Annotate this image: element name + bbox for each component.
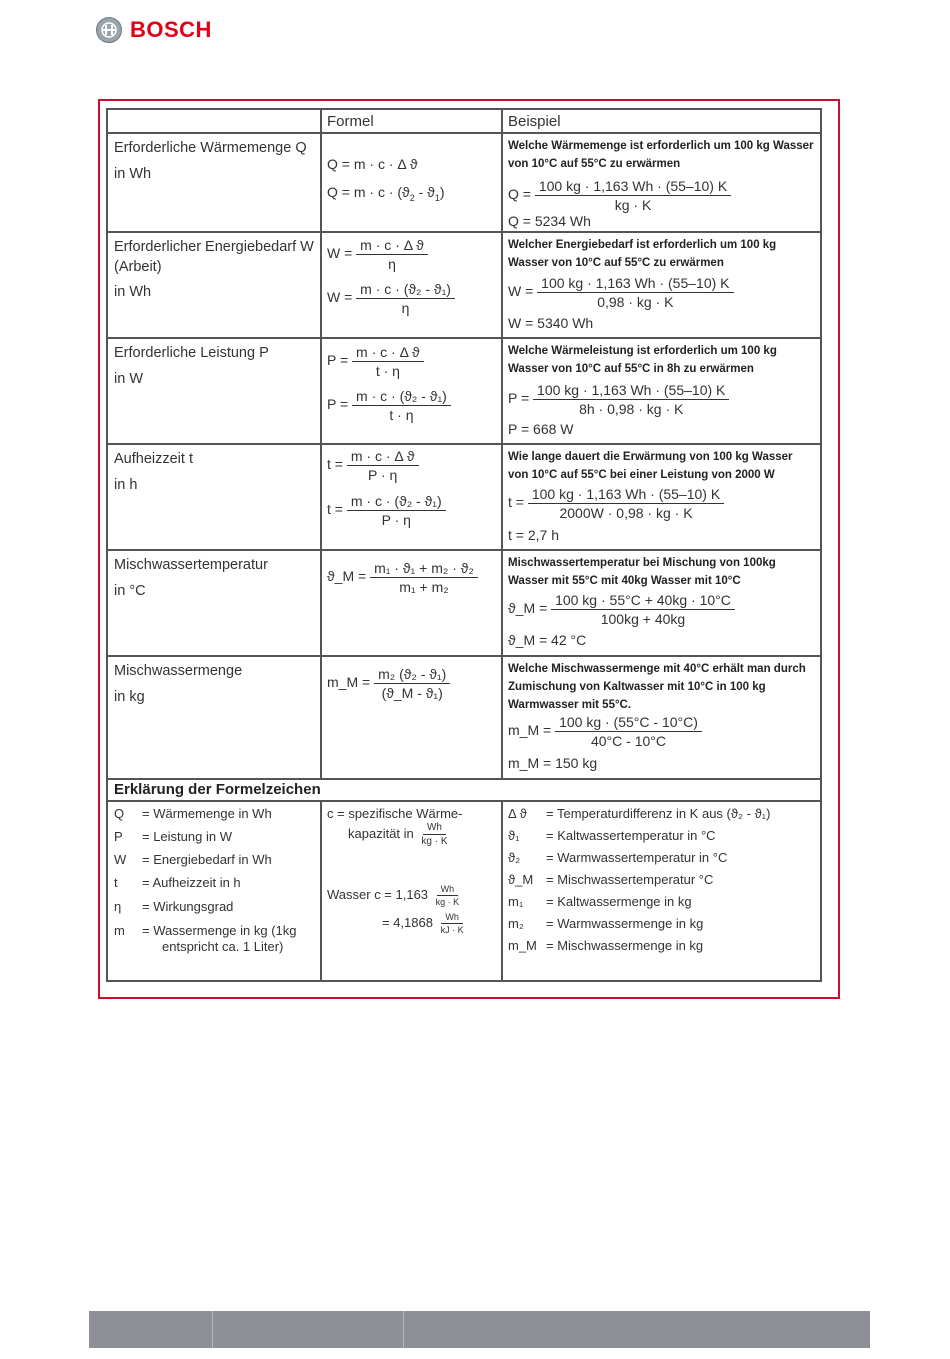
example-formula-1: Q = $\frac{100 kg \cdot 1,163 Wh \cdot (55-10) K}{kg \cdot K}$ (508, 178, 731, 213)
formula-q2: $Q = m \cdot c \cdot (ϑ_2 - ϑ_1)$ (327, 184, 445, 203)
example-result-2: W = 5340 Wh (508, 315, 594, 331)
legend-title: Erklärung der Formelzeichen (114, 781, 321, 798)
bosch-logo (96, 16, 212, 44)
formula-theta-m: ϑ_M = $\frac{\text{m₁ · ϑ₁ + m₂ · ϑ₂}}{\text{m₁ + m₂}}$ (327, 560, 478, 595)
example-formula-6: m_M = $\frac{100 kg \cdot (55^\circ C - 10^\circ C)}{40^\circ C - 10^\circ C}$ (508, 714, 702, 749)
legend-right-desc: = Kaltwassertemperatur in °C (546, 828, 716, 843)
example-text-6: Welche Mischwassermenge mit 40°C erhält man durch Zumischung von Kaltwasser mit 10°C in 100 kg Warmwasser mit 55°C. (508, 663, 806, 711)
formula-table: Formel Beispiel Erforderliche Wärmemenge Q in Wh Q = m · c · Δ ϑ $Q = m \cdot c \cdot (ϑ_2 - ϑ_1)$ Welche Wärmemenge ist erforderlich um 100 kg Wasser von 10°C auf 55°C zu erwärmen Q = $\frac{100 kg \cdot 1,163 Wh \cdot (55-10) K}{kg \cdot K}$ Q = 5234 Wh Erforderlicher Energiebedarf W (Arbeit) in Wh W = $\frac{\text{m · c · Δ ϑ}}{\eta}$ W = $\frac{\text{m · c · (ϑ₂ - ϑ₁)}}{\eta}$ Welcher Energiebedarf ist erforderlich um 100 kg Wasser von 10°C auf 55°C zu erwärmen W = $\frac{100 kg \cdot 1,163 Wh \cdot (55-10) K}{0,98 \cdot kg \cdot K}$ W = 5340 Wh Erforderliche Leistung P in W P = $\frac{\text{m · c · Δ ϑ}}{t \cdot \eta}$ P = $\frac{\text{m · c · (ϑ₂ - ϑ₁)}}{t \cdot \eta}$ Welche Wärmeleistung ist erforderlich um 100 kg Wasser von 10°C auf 55°C in 8h zu erwärmen P = $\frac{100 kg \cdot 1,163 Wh \cdot (55-10) K}{8h \cdot 0,98 \cdot kg \cdot K}$ P = 668 W Aufheizzeit t in h t = $\frac{\text{m · c · Δ ϑ}}{P \cdot \eta}$ t = $\frac{\text{m · c · (ϑ₂ - ϑ₁)}}{P \cdot \eta}$ Wie lange dauert die Erwärmung von 100 kg Wasser von 10°C auf 55°C bei einer Leistung von 2000 W t = $\frac{100 kg \cdot 1,163 Wh \cdot (55-10) K}{2000W \cdot 0,98 \cdot kg \cdot K}$ t = 2,7 h Mischwassertemperatur in °C ϑ_M = $\frac{\text{m₁ · ϑ₁ + m₂ · ϑ₂}}{\text{m₁ + m₂}}$ Mischwassertemperatur bei Mischung von 100kg Wasser mit 55°C mit 40kg Wasser mit 10°C ϑ_M = $\frac{100 kg \cdot 55^\circ C + 40kg \cdot 10^\circ C}{100kg + 40kg}$ ϑ_M = 42 °C Mischwassermenge in kg m_M = $\frac{\text{m₂ (ϑ₂ - ϑ₁)}}{\text{(ϑ\_M - ϑ₁)}}$ Welche Mischwassermenge mit 40°C erhält man durch Zumischung von Kaltwasser mit 10°C in 100 kg Warmwasser mit 55°C. m_M = $\frac{100 kg \cdot (55^\circ C - 10^\circ C)}{40^\circ C - 10^\circ C}$ m_M = 150 kg Erklärung der Formelzeichen c = spezifische Wärme- kapazität in $\frac{Wh}{kg \cdot K}$ Wasser c = 1,163 $\frac{Wh}{kg \cdot K}$ = 4,1868 $\frac{Wh}{kJ \cdot K}$ Q = Wärmemenge in Wh P = Leistung in W W = Energiebedarf in Wh t = Aufheizzeit in h η = Wirkungsgrad m = Wassermenge in kg (1kg entspricht ca. 1 Liter) Δ ϑ = Temperaturdifferenz in K aus (ϑ₂ - ϑ₁) ϑ₁ = Kaltwassertemperatur in °C ϑ₂ = Warmwassertemperatur in °C ϑ_M = Mischwassertemperatur °C m₁ = Kaltwassermenge in kg m₂ = Warmwassermenge in kg m_M = Mischwassermenge in kg (106, 108, 822, 982)
col-divider-2b (501, 800, 503, 982)
formula-p1: P = $\frac{\text{m · c · Δ ϑ}}{t \cdot \eta}$ (327, 344, 424, 379)
legend-left-symbol: W (114, 852, 127, 867)
legend-right-symbol: ϑ₁ (508, 828, 520, 843)
example-formula-3: P = $\frac{100 kg \cdot 1,163 Wh \cdot (55-10) K}{8h \cdot 0,98 \cdot kg \cdot K}$ (508, 382, 729, 417)
legend-right-desc: = Mischwassermenge in kg (546, 938, 704, 953)
legend-right-desc: = Warmwassermenge in kg (546, 916, 704, 931)
legend-right-symbol: ϑ_M (508, 872, 534, 887)
row-waermemenge: Erforderliche Wärmemenge Q in Wh (114, 140, 307, 182)
legend-left-symbol: P (114, 829, 123, 844)
example-result-6: m_M = 150 kg (508, 755, 598, 771)
formula-t1: t = $\frac{\text{m · c · Δ ϑ}}{P \cdot \eta}$ (327, 448, 419, 483)
example-text-5: Mischwassertemperatur bei Mischung von 100kg Wasser mit 55°C mit 40kg Wasser mit 10°C (508, 557, 776, 587)
legend-right-desc: = Temperaturdifferenz in K aus (ϑ₂ - ϑ₁) (546, 806, 771, 821)
example-result-1: Q = 5234 Wh (508, 213, 591, 229)
legend-left-symbol: t (114, 875, 118, 890)
example-result-3: P = 668 W (508, 421, 574, 437)
legend-left-desc: = Wassermenge in kg (1kg (142, 923, 297, 938)
legend-left-desc: entspricht ca. 1 Liter) (162, 939, 284, 954)
logo-text: BOSCH (130, 17, 212, 42)
example-text-2: Welcher Energiebedarf ist erforderlich um 100 kg Wasser von 10°C auf 55°C zu erwärmen (508, 239, 777, 269)
example-result-4: t = 2,7 h (508, 527, 559, 543)
legend-right-symbol: m₂ (508, 916, 524, 931)
formula-q1: Q = m · c · Δ ϑ (327, 156, 418, 172)
example-formula-5: ϑ_M = $\frac{100 kg \cdot 55^\circ C + 40kg \cdot 10^\circ C}{100kg + 40kg}$ (508, 592, 735, 627)
legend-c-line1: c = spezifische Wärme- (327, 806, 463, 821)
legend-water-line2: = 4,1868 $\frac{Wh}{kJ \cdot K}$ (382, 912, 464, 935)
example-text-3: Welche Wärmeleistung ist erforderlich um 100 kg Wasser von 10°C auf 55°C in 8h zu erwärmen (508, 345, 777, 375)
legend-right-desc: = Kaltwassermenge in kg (546, 894, 692, 909)
legend-right-desc: = Warmwassertemperatur in °C (546, 850, 728, 865)
example-result-5: ϑ_M = 42 °C (508, 632, 587, 648)
formula-w1: W = $\frac{\text{m · c · Δ ϑ}}{\eta}$ (327, 237, 428, 272)
legend-water-line1: Wasser c = 1,163 $\frac{Wh}{kg \cdot K}$ (327, 884, 460, 907)
legend-left-symbol: m (114, 923, 125, 938)
formula-p2: P = $\frac{\text{m · c · (ϑ₂ - ϑ₁)}}{t \cdot \eta}$ (327, 388, 451, 423)
legend-left-desc: = Wirkungsgrad (142, 899, 234, 914)
legend-right-symbol: m_M (508, 938, 537, 953)
legend-left-symbol: Q (114, 806, 125, 821)
col-divider-2 (501, 110, 503, 780)
legend-right-symbol: ϑ₂ (508, 850, 521, 865)
example-text-1: Welche Wärmemenge ist erforderlich um 100 kg Wasser von 10°C auf 55°C zu erwärmen (508, 140, 814, 170)
legend-left-desc: = Leistung in W (142, 829, 232, 844)
example-formula-4: t = $\frac{100 kg \cdot 1,163 Wh \cdot (55-10) K}{2000W \cdot 0,98 \cdot kg \cdot K}$ (508, 486, 724, 521)
header-beispiel: Beispiel (508, 113, 561, 130)
example-formula-2: W = $\frac{100 kg \cdot 1,163 Wh \cdot (55-10) K}{0,98 \cdot kg \cdot K}$ (508, 275, 734, 310)
legend-right-desc: = Mischwassertemperatur °C (546, 872, 714, 887)
legend-left-desc: = Energiebedarf in Wh (142, 852, 272, 867)
legend-c-line2: kapazität in $\frac{Wh}{kg \cdot K}$ (348, 822, 448, 847)
formula-t2: t = $\frac{\text{m · c · (ϑ₂ - ϑ₁)}}{P \cdot \eta}$ (327, 493, 446, 528)
legend-left-desc: = Aufheizzeit in h (142, 875, 241, 890)
header-formel: Formel (327, 113, 374, 130)
formula-m-m: m_M = $\frac{\text{m₂ (ϑ₂ - ϑ₁)}}{\text{(ϑ\_M - ϑ₁)}}$ (327, 666, 450, 701)
col-divider-1 (320, 110, 322, 982)
bosch-armature-icon (96, 17, 122, 43)
footer-bar (89, 1311, 870, 1348)
legend-left-desc: = Wärmemenge in Wh (142, 806, 272, 821)
formula-w2: W = $\frac{\text{m · c · (ϑ₂ - ϑ₁)}}{\eta}$ (327, 281, 455, 316)
legend-right-symbol: Δ ϑ (508, 806, 527, 821)
example-text-4: Wie lange dauert die Erwärmung von 100 kg Wasser von 10°C auf 55°C bei einer Leistung von 2000 W (508, 451, 793, 481)
legend-left-symbol: η (114, 899, 122, 914)
legend-right-symbol: m₁ (508, 894, 524, 909)
